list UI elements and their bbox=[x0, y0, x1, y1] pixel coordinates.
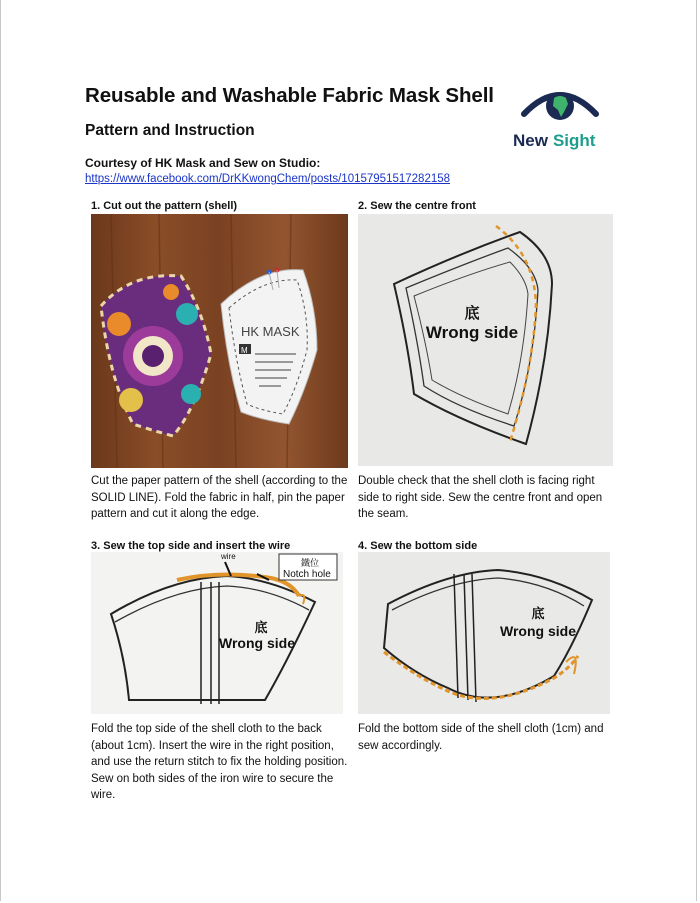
source-link[interactable]: https://www.facebook.com/DrKKwongChem/posts/10157951517282158 bbox=[85, 173, 451, 185]
logo-word-sight: Sight bbox=[552, 131, 596, 150]
callout-wire: wire bbox=[221, 552, 236, 561]
step-4-photo bbox=[358, 552, 610, 714]
step-1-text: Cut the paper pattern of the shell (according to the SOLID LINE). Fold the fabric in half, pin the paper pattern and cut it along the edge. bbox=[91, 475, 348, 520]
document-subtitle: Pattern and Instruction bbox=[85, 122, 255, 139]
step-2-text: Double check that the shell cloth is facing right side to right side. Sew the centre front and open the seam. bbox=[358, 475, 603, 520]
label-wrong-side: Wrong side bbox=[425, 323, 519, 342]
step-2-photo bbox=[358, 214, 613, 466]
callout-cn: 鐵位 bbox=[301, 559, 320, 569]
step-3-heading: 3. Sew the top side and insert the wire bbox=[91, 540, 291, 552]
courtesy-line: Courtesy of HK Mask and Sew on Studio: bbox=[85, 156, 321, 170]
step-1-photo bbox=[91, 214, 348, 468]
step-4-text: Fold the bottom side of the shell cloth (1cm) and sew accordingly. bbox=[358, 723, 604, 752]
step-2-heading: 2. Sew the centre front bbox=[358, 200, 476, 212]
step-1-heading: 1. Cut out the pattern (shell) bbox=[91, 200, 238, 212]
label-wrong-side: Wrong side bbox=[219, 635, 295, 651]
label-cn: 底 bbox=[531, 607, 545, 622]
paper-size-text: M bbox=[241, 346, 248, 355]
step-3-photo bbox=[91, 552, 343, 714]
paper-brand-text: HK MASK bbox=[241, 324, 300, 339]
label-cn: 底 bbox=[464, 304, 480, 322]
logo-wordmark bbox=[513, 131, 595, 151]
logo-word-new: New bbox=[513, 131, 548, 150]
step-3-text: Fold the top side of the shell cloth to the back (about 1cm). Insert the wire in the right position, and use the return stitch to fix the holding position. Sew on both sides of the iron wire to secure the wire. bbox=[91, 723, 348, 801]
label-wrong-side: Wrong side bbox=[500, 623, 576, 639]
callout-notch-hole: Notch hole bbox=[283, 569, 331, 580]
step-4-heading: 4. Sew the bottom side bbox=[358, 540, 478, 552]
label-cn: 底 bbox=[254, 621, 268, 636]
document-title: Reusable and Washable Fabric Mask Shell bbox=[85, 84, 494, 107]
